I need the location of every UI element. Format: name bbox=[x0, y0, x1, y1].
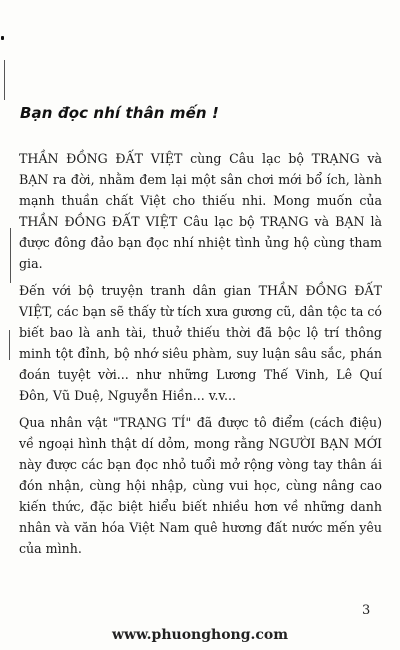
scan-edge-line bbox=[10, 228, 11, 283]
scan-edge-mark bbox=[1, 36, 4, 40]
paragraph: Đến với bộ truyện tranh dân gian THẦN ĐỒNG ĐẤT VIỆT, các bạn sẽ thấy từ tích xưa gương cũ, dân tộc ta có biết bao là anh tài, thuở thiếu thời đã bộc lộ trí thông minh tột đỉnh, bộ nhớ siêu phàm, suy luận sâu sắc, phán đoán tuyệt vời... như những Lương Thế Vinh, Lê Quí Đôn, Vũ Duệ, Nguyễn Hiền... v.v... bbox=[19, 283, 382, 403]
body-text bbox=[19, 148, 382, 565]
page-number: 3 bbox=[362, 603, 371, 618]
greeting-heading: Bạn đọc nhí thân mến ! bbox=[20, 104, 219, 122]
scan-edge-line bbox=[4, 60, 5, 100]
paragraph: THẦN ĐỒNG ĐẤT VIỆT cùng Câu lạc bộ TRẠNG và BẠN ra đời, nhằm đem lại một sân chơi mới bổ ích, lành mạnh thuần chất Việt cho thiếu nhi. Mong muốn của THẦN ĐỒNG ĐẤT VIỆT Câu lạc bộ TRẠNG và BẠN là được đông đảo bạn đọc nhí nhiệt tình ủng hộ cùng tham gia. bbox=[19, 151, 382, 271]
footer-website-url[interactable]: www.phuonghong.com bbox=[111, 627, 289, 643]
paragraph: Qua nhân vật "TRẠNG TÍ" đã được tô điểm (cách điệu) về ngoại hình thật dí dỏm, mong rằng NGƯỜI BẠN MỚI này được các bạn đọc nhỏ tuổi mở rộng vòng tay thân ái đón nhận, cùng hội nhập, cùng vui học, cùng nâng cao kiến thức, đặc biệt hiểu biết nhiều hơn về những danh nhân và văn hóa Việt Nam quê hương đất nước mến yêu của mình. bbox=[19, 415, 382, 556]
scan-edge-line bbox=[9, 330, 10, 360]
